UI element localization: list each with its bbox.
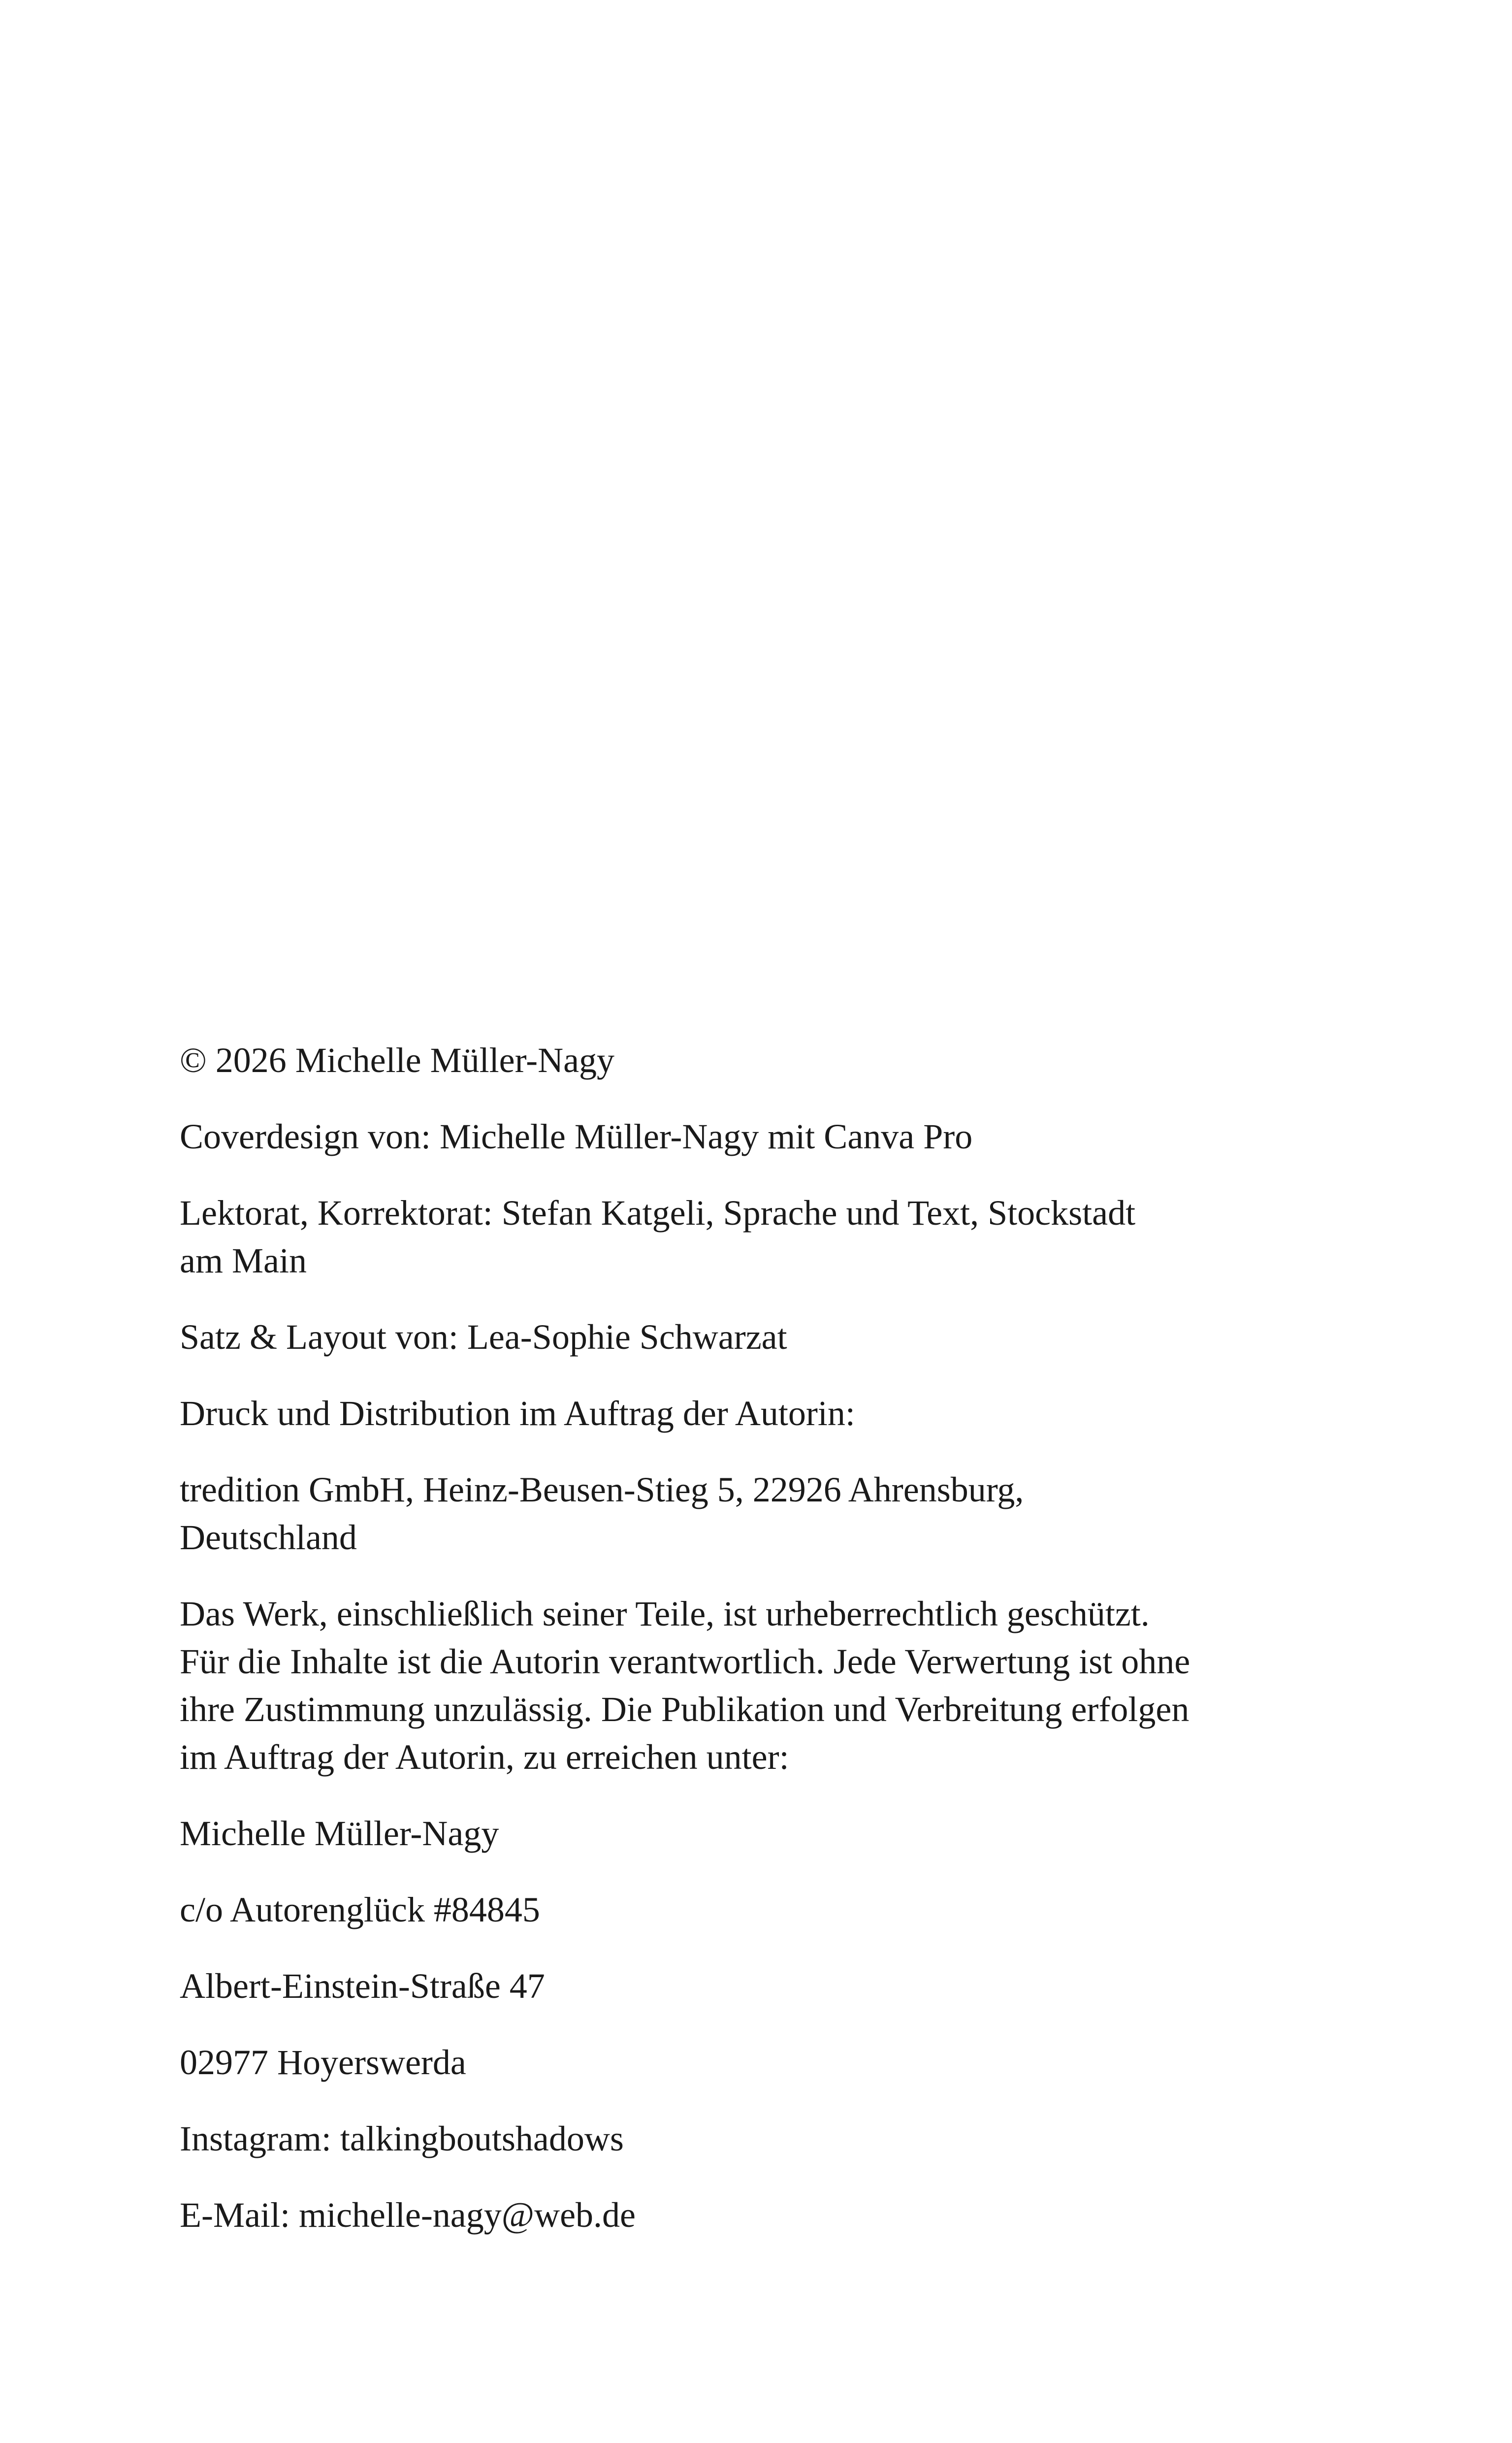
contact-care-of: c/o Autorenglück #84845 — [180, 1890, 540, 1929]
contact-email: E-Mail: michelle-nagy@web.de — [180, 2195, 636, 2235]
copyright-line: © 2026 Michelle Müller-Nagy — [180, 1041, 615, 1080]
typesetting-credit: Satz & Layout von: Lea-Sophie Schwarzat — [180, 1317, 787, 1357]
contact-street: Albert-Einstein-Straße 47 — [180, 1966, 545, 2006]
contact-city: 02977 Hoyerswerda — [180, 2043, 466, 2082]
imprint-block — [180, 1037, 1292, 2268]
publisher-address: tredition GmbH, Heinz-Beusen-Stieg 5, 22926 Ahrensburg, Deutschland — [180, 1470, 1024, 1557]
cover-design-credit: Coverdesign von: Michelle Müller-Nagy mit Canva Pro — [180, 1117, 973, 1156]
contact-instagram: Instagram: talkingboutshadows — [180, 2119, 624, 2158]
print-distribution-line: Druck und Distribution im Auftrag der Autorin: — [180, 1394, 855, 1433]
contact-name: Michelle Müller-Nagy — [180, 1814, 499, 1853]
rights-notice: Das Werk, einschließlich seiner Teile, ist urheberrechtlich geschützt. Für die Inhalte ist die Autorin verantwortlich. Jede Verwertung ist ohne ihre Zustimmung unzulässig. Die Publikation und Verbreitung erfolgen im Auftrag der Autorin, zu erreichen unter: — [180, 1594, 1190, 1777]
editing-credit: Lektorat, Korrektorat: Stefan Katgeli, Sprache und Text, Stockstadt am Main — [180, 1193, 1136, 1280]
